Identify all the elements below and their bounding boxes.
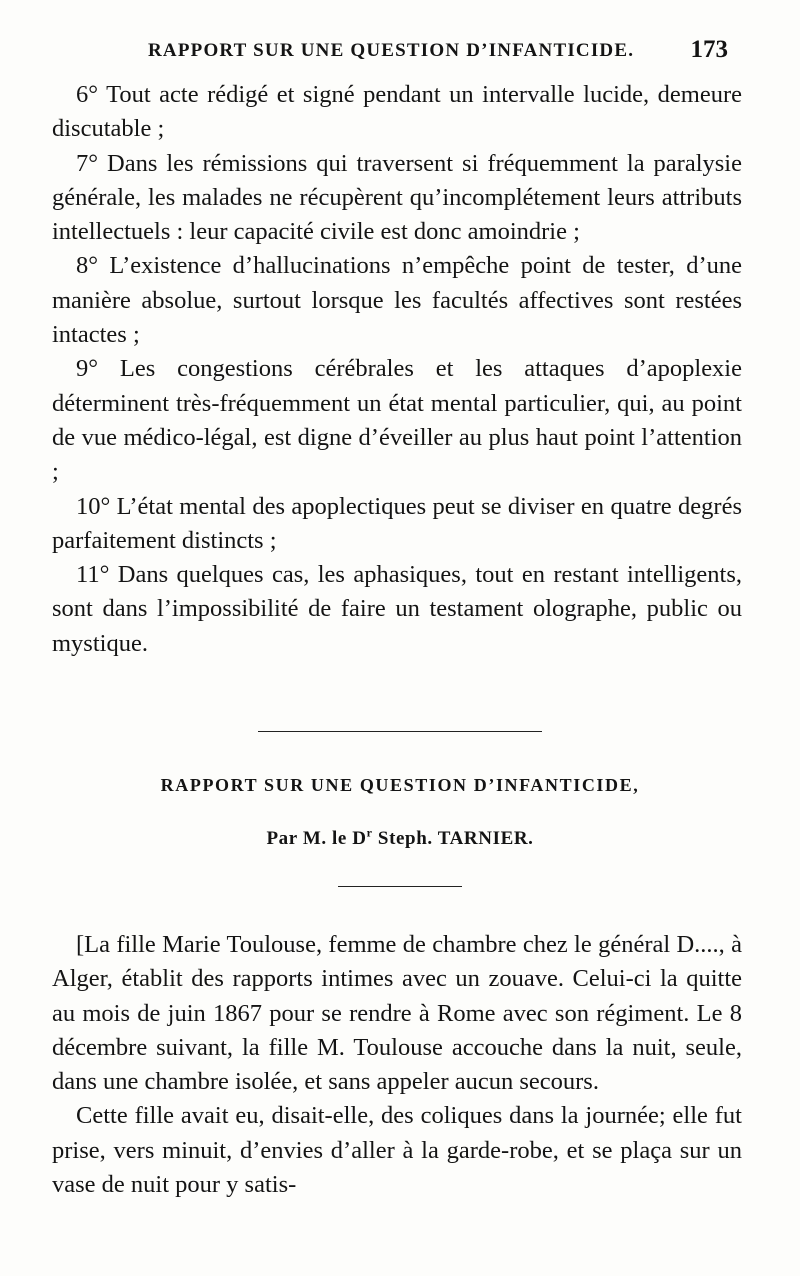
running-head — [148, 36, 728, 70]
conclusions-list — [52, 78, 742, 661]
byline-prefix: Par M. le D — [266, 828, 367, 849]
conclusion-6: 6° Tout acte rédigé et signé pendant un intervalle lucide, demeure discutable ; — [52, 81, 742, 143]
byline-underline — [338, 886, 462, 887]
page-number: 173 — [690, 36, 728, 63]
byline-name: Steph. TARNIER. — [372, 828, 534, 849]
running-head-title: RAPPORT SUR UNE QUESTION D’INFANTICIDE. — [148, 40, 635, 61]
byline-superscript: r — [366, 825, 373, 840]
conclusion-8: 8° L’existence d’hallucinations n’empêche point de tester, d’une manière absolue, surtout lorsque les facultés affectives sont restées intactes ; — [52, 252, 742, 349]
conclusion-7: 7° Dans les rémissions qui traversent si fréquemment la paralysie générale, les malades ne récupèrent qu’incomplétement leurs attributs intellectuels : leur capacité civile est donc amoindrie ; — [52, 149, 742, 246]
section-divider — [258, 731, 542, 732]
conclusion-9: 9° Les congestions cérébrales et les attaques d’apoplexie déterminent très-fréquemment un état mental particulier, qui, au point de vue médico-légal, est digne d’éveiller au plus haut point l’attention ; — [52, 355, 742, 486]
author-byline — [0, 825, 800, 850]
section-title: RAPPORT SUR UNE QUESTION D’INFANTICIDE, — [160, 775, 640, 795]
body-paragraph: [La fille Marie Toulouse, femme de chambre chez le général D...., à Alger, établit des rapports intimes avec un zouave. Celui-ci la quitte au mois de juin 1867 pour se rendre à Rome avec son régiment. Le 8 décembre suivant, la fille M. Toulouse accouche dans la nuit, seule, dans une chambre isolée, et sans appeler aucun secours. — [52, 931, 742, 1096]
conclusion-11: 11° Dans quelques cas, les aphasiques, tout en restant intelligents, sont dans l’impossibilité de faire un testament olographe, public ou mystique. — [52, 561, 742, 657]
body-paragraph: Cette fille avait eu, disait-elle, des coliques dans la journée; elle fut prise, vers minuit, d’envies d’aller à la garde-robe, et se plaça sur un vase de nuit pour y satis- — [52, 1102, 742, 1199]
report-body — [52, 928, 742, 1202]
conclusion-10: 10° L’état mental des apoplectiques peut se diviser en quatre degrés parfaitement distincts ; — [52, 492, 742, 554]
